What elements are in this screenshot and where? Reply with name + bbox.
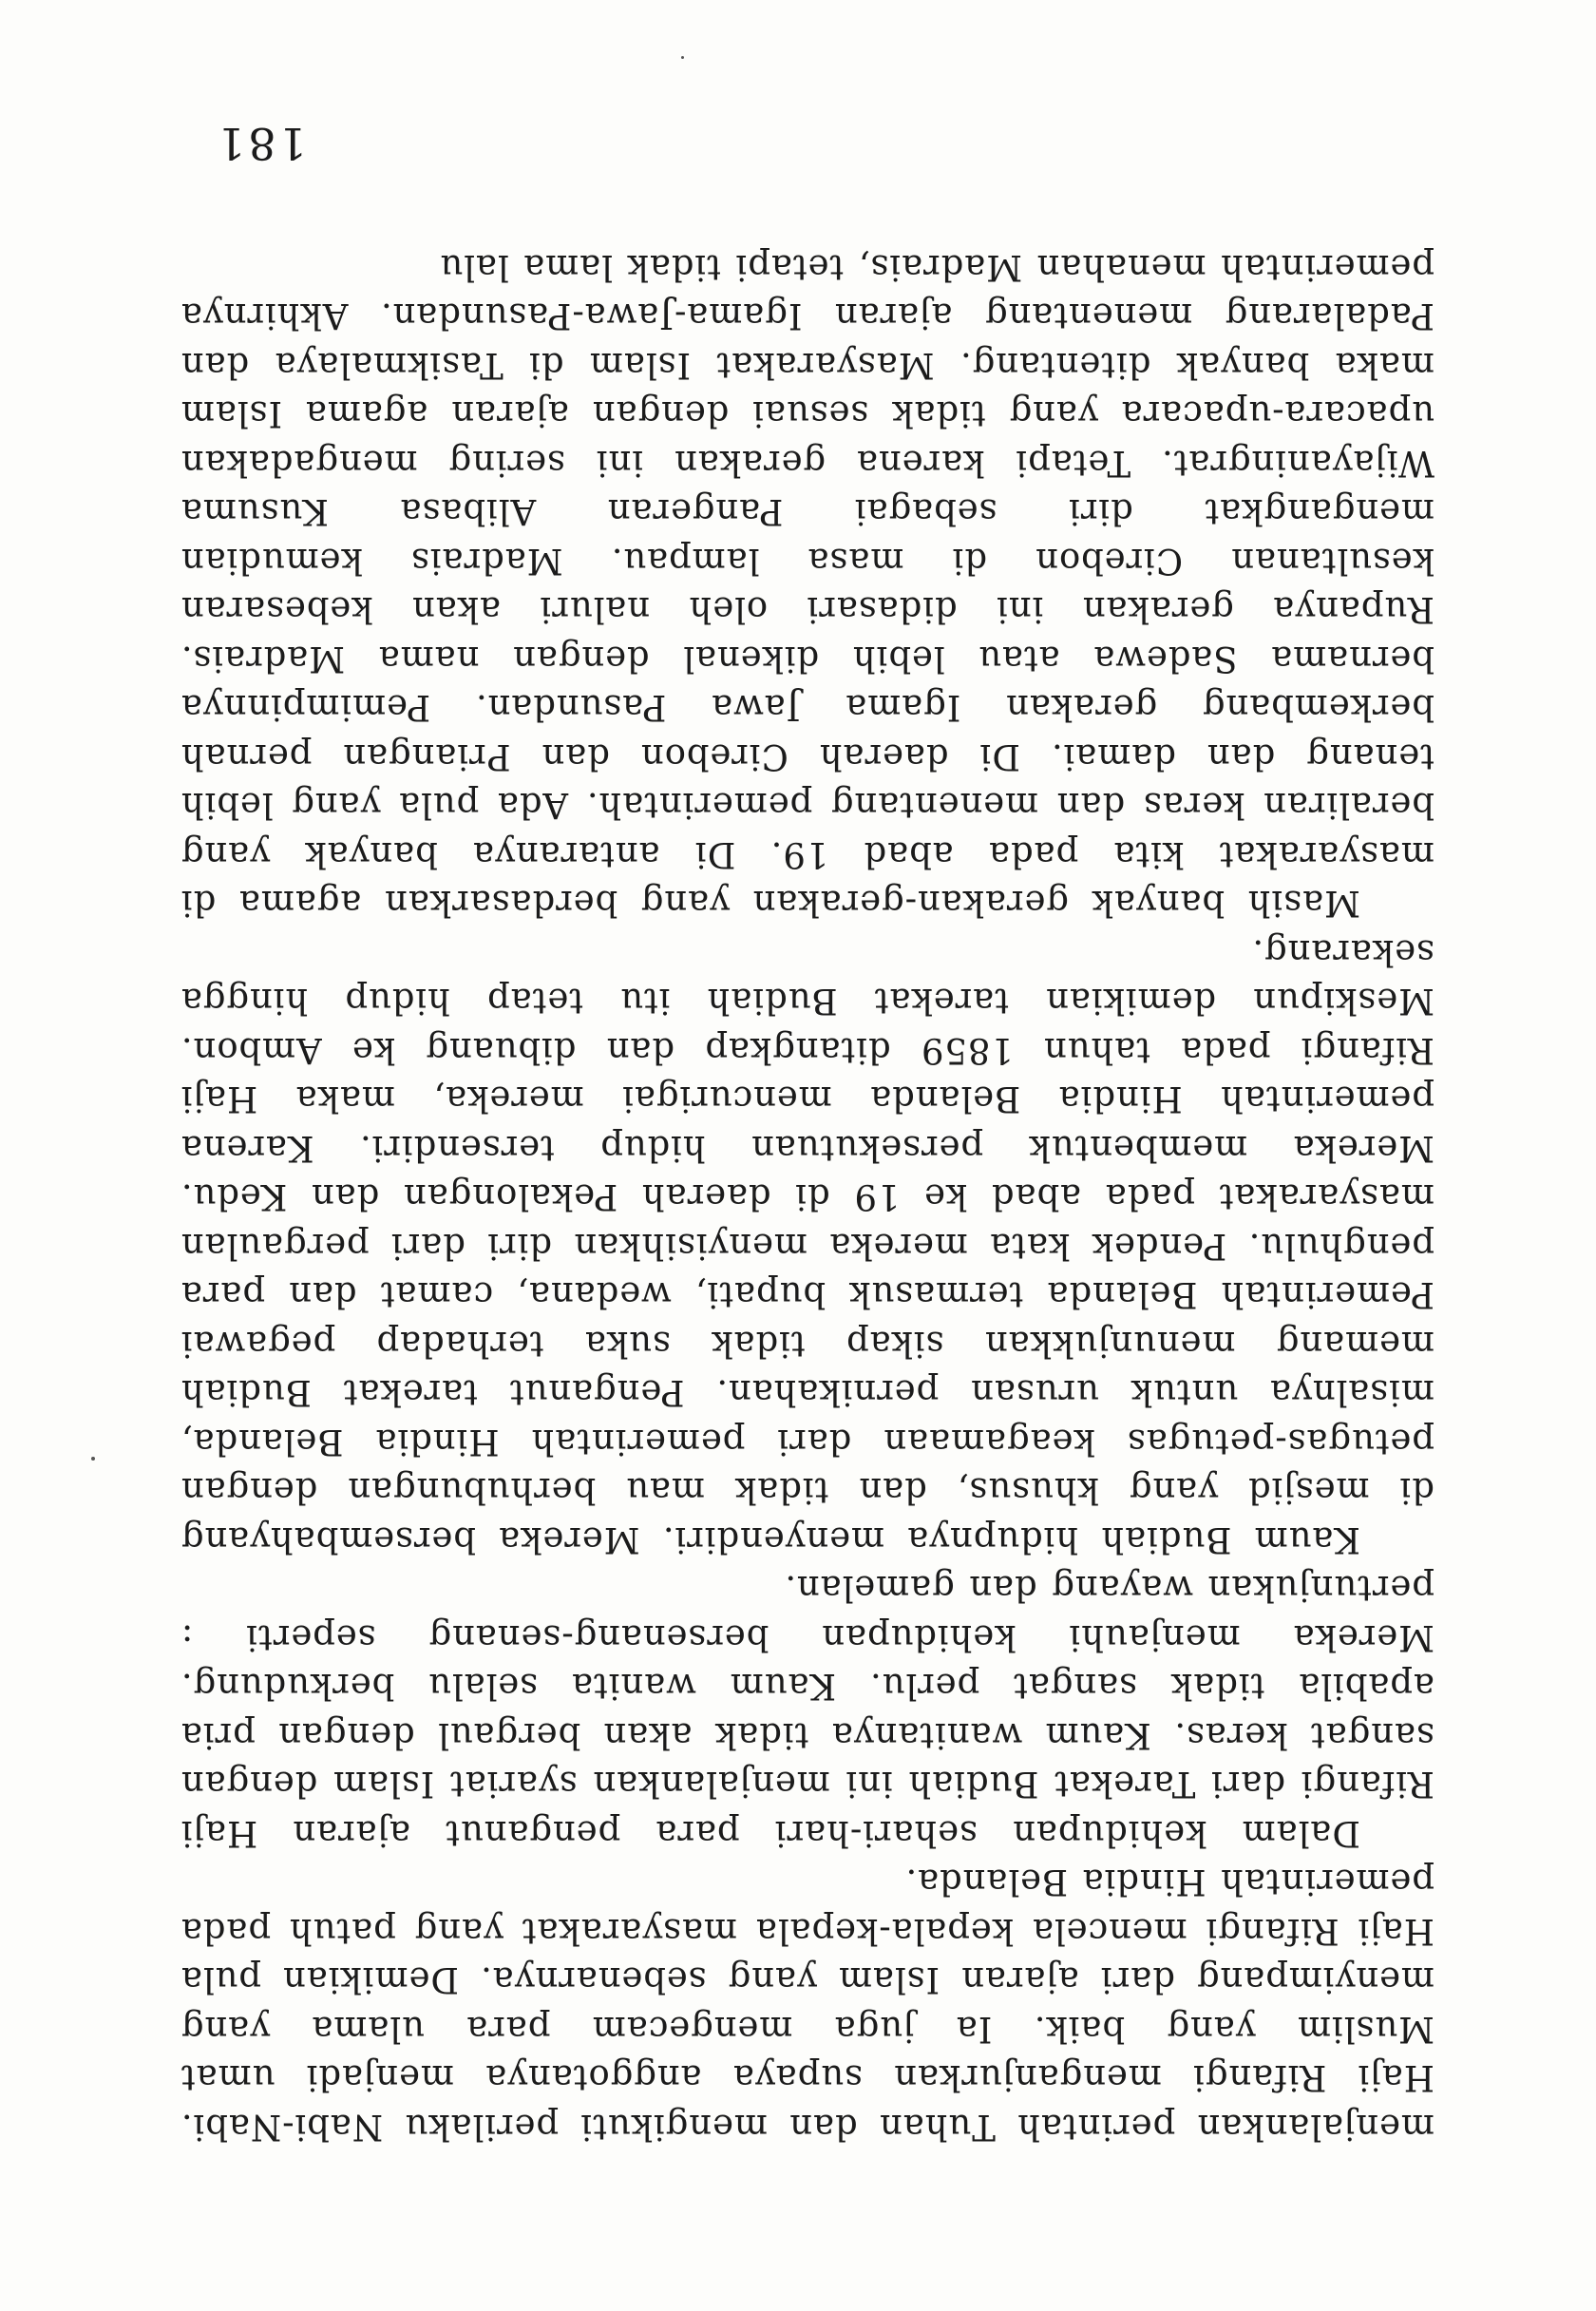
scan-speck xyxy=(91,1457,95,1461)
paragraph-1: menjalankan perintah Tuhan dan mengikuti perilaku Nabi-Nabi. Haji Rifangi menganjurkan supaya anggotanya menjadi umat Muslim yang baik. Ia juga mengecam para ulama yang menyimpang dari ajaran Islam yang sebenarnya. Demikian pula Haji Rifangi mencela kepala-kepala masyarakat yang patuh pada pemerintah Hindia Belanda. xyxy=(180,1862,1434,2148)
scan-speck xyxy=(681,56,684,59)
body-text xyxy=(180,243,1434,2152)
paragraph-3: Kaum Budiah hidupnya menyendiri. Mereka bersembahyang di mesjid yang khusus, dan tidak mau berhubungan dengan petugas-petugas keagamaan dari pemerintah Hindia Belanda, misalnya untuk urusan pernikahan. Penganut tarekat Budiah memang menunjukkan sikap tidak suka terhadap pegawai Pemerintah Belanda termasuk bupati, wedana, camat dan para penghulu. Pendek kata mereka menyisihkan diri dari pergaulan masyarakat pada abad ke 19 di daerah Pekalongan dan Kedu. Mereka membentuk persekutuan hidup tersendiri. Karena pemerintah Hindia Belanda mencurigai mereka, maka Haji Rifangi pada tahun 1859 ditangkap dan dibuang ke Ambon. Meskipun demikian tarekat Budiah itu tetap hidup hingga sekarang. xyxy=(180,932,1434,1560)
page-number: 181 xyxy=(215,118,307,169)
paragraph-2: Dalam kehidupan sehari-hari para penganut ajaran Haji Rifangi dari Tarekat Budiah ini menjalankan syariat Islam dengan sangat keras. Kaum wanitanya tidak akan bergaul dengan pria apabila tidak sangat perlu. Kaum wanita selalu berkudung. Mereka menjauhi kehidupan bersenang-senang seperti : pertunjukan wayang dan gamelan. xyxy=(180,1568,1434,1854)
paragraph-4: Masih banyak gerakan-gerakan yang berdasarkan agama di masyarakat kita pada abad 19. Di antaranya banyak yang beraliran keras dan menentang pemerintah. Ada pula yang lebih tenang dan damai. Di daerah Cirebon dan Priangan pernah berkembang gerakan Igama Jawa Pasundan. Pemimpinnya bernama Sadewa atau lebih dikenal dengan nama Madrais. Rupanya gerakan ini didasari oleh naluri akan kebesaran kesultanan Cirebon di masa lampau. Madrais kemudian mengangkat diri sebagai Pangeran Alibasa Kusuma Wijayaningrat. Tetapi karena gerakan ini sering mengadakan upacara-upacara yang tidak sesuai dengan ajaran agama Islam maka banyak ditentang. Masyarakat Islam di Tasikmalaya dan Padalarang menentang ajaran Igama-Jawa-Pasundan. Akhirnya pemerintah menahan Madrais, tetapi tidak lama lalu xyxy=(180,247,1434,925)
